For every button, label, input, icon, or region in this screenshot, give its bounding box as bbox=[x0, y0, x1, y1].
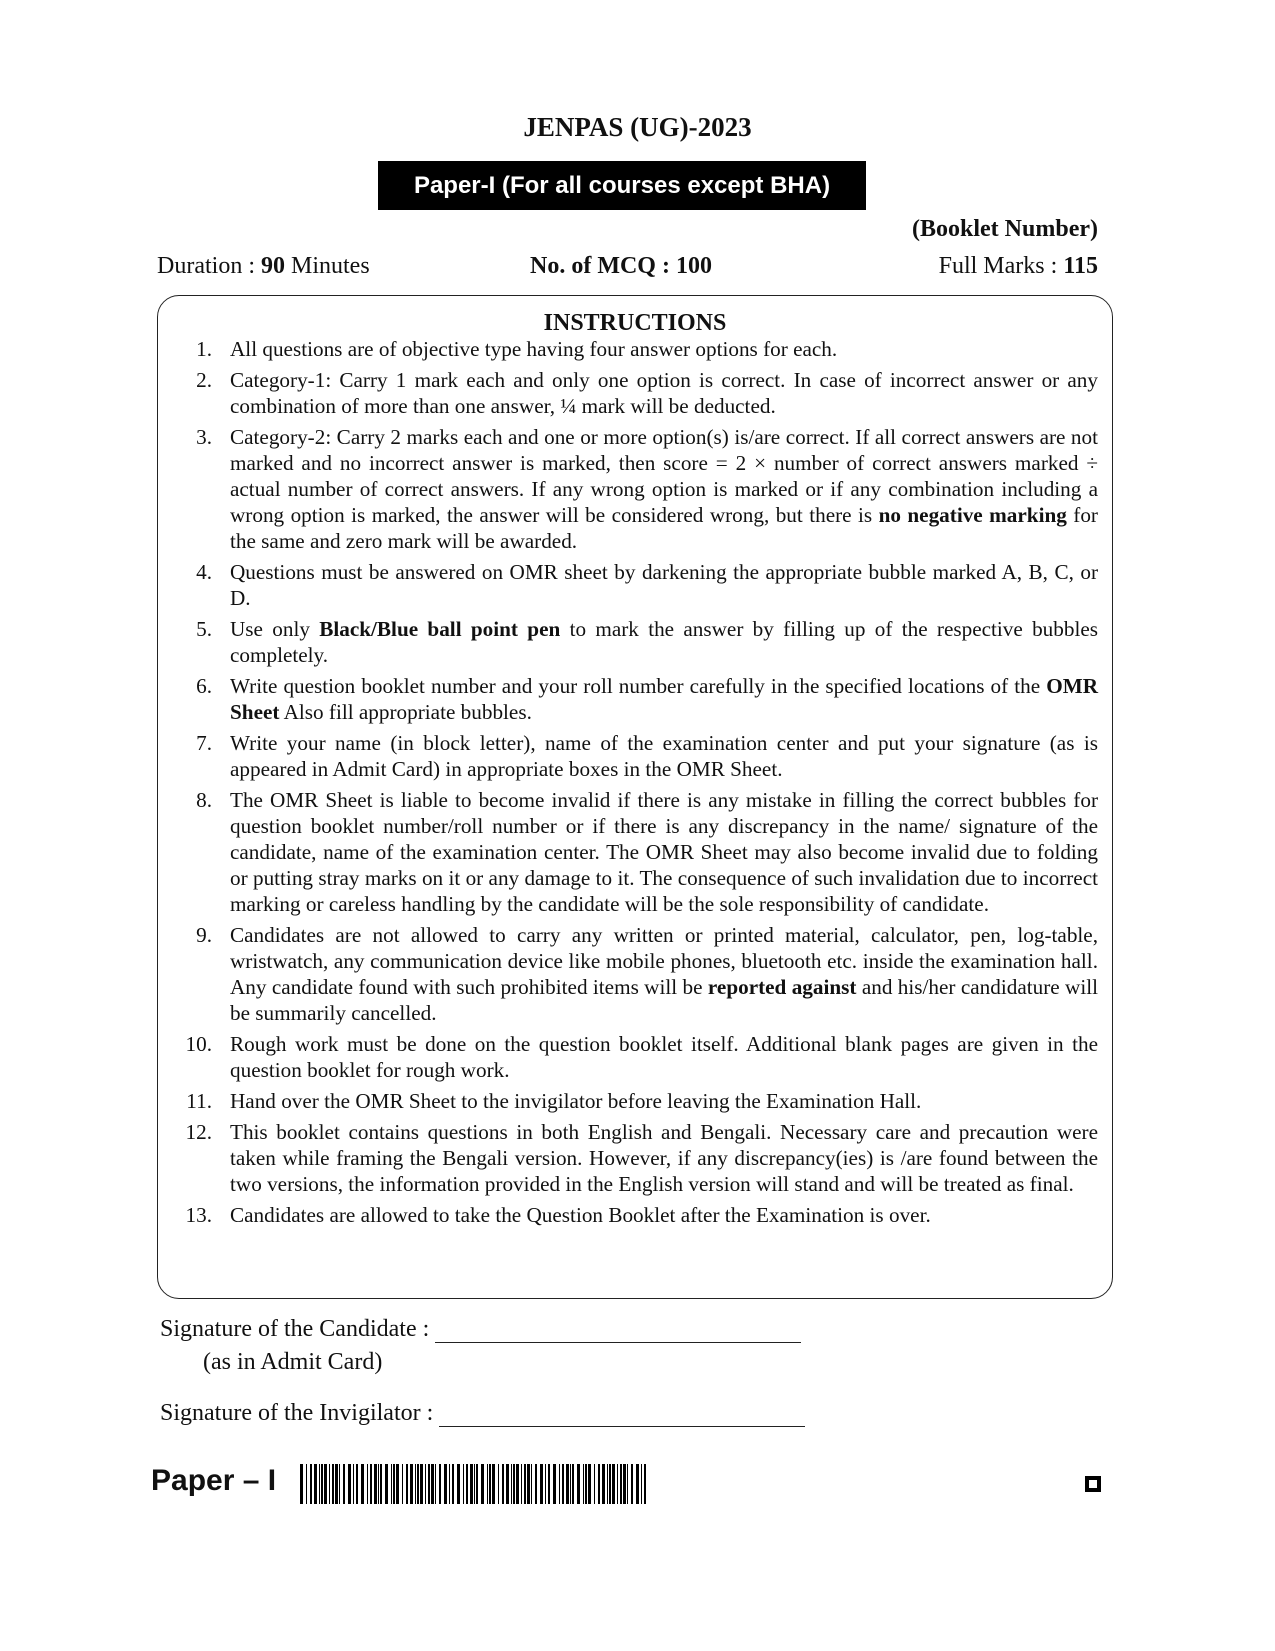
barcode-bar bbox=[566, 1464, 569, 1504]
barcode-bar bbox=[612, 1464, 615, 1504]
barcode-bar bbox=[506, 1464, 509, 1504]
instruction-emphasis: Black/Blue ball point pen bbox=[319, 617, 561, 641]
instruction-text-part: Rough work must be done on the question booklet itself. Additional blank pages are given in the question booklet for rough work. bbox=[230, 1032, 1098, 1082]
candidate-signature-line[interactable] bbox=[435, 1316, 801, 1343]
barcode-bar bbox=[439, 1464, 441, 1504]
instruction-text bbox=[230, 673, 1098, 725]
barcode-bar bbox=[466, 1464, 468, 1504]
instruction-number: 1. bbox=[196, 337, 212, 361]
barcode-bar bbox=[524, 1464, 526, 1504]
barcode-bar bbox=[607, 1464, 608, 1504]
barcode-bar bbox=[516, 1464, 519, 1504]
full-marks bbox=[939, 253, 1098, 280]
instruction-text-part: and his/her candidature will be summarily cancelled. bbox=[230, 975, 1098, 1025]
instruction-text-part: All questions are of objective type having four answer options for each. bbox=[230, 337, 838, 361]
instruction-text-part: Write question booklet number and your roll number carefully in the specified locations of the bbox=[230, 674, 1047, 698]
instruction-item bbox=[168, 922, 1098, 1026]
instruction-text-part: The OMR Sheet is liable to become invalid if there is any mistake in filling the correct bubbles for question booklet number/roll number or if there is any discrepancy in the name/ signature of the candidate, name of the examination center. The OMR Sheet may also become invalid due to folding or putting stray marks on it or any damage to it. The consequence of such invalidation due to incorrect marking or careless handling by the candidate will be the sole responsibility of candidate. bbox=[230, 788, 1098, 916]
instruction-emphasis: OMR Sheet bbox=[230, 674, 1098, 724]
mcq-count: No. of MCQ : 100 bbox=[530, 253, 712, 279]
barcode-bar bbox=[470, 1464, 473, 1504]
instruction-text-part: Also fill appropriate bubbles. bbox=[279, 700, 532, 724]
instruction-number: 11. bbox=[186, 1089, 212, 1113]
full-marks-value: 115 bbox=[1063, 253, 1098, 279]
barcode-bar bbox=[335, 1464, 338, 1504]
barcode-bar bbox=[314, 1464, 317, 1504]
barcode-bar bbox=[353, 1464, 354, 1504]
barcode-bar bbox=[535, 1464, 537, 1504]
barcode-bar bbox=[417, 1464, 419, 1504]
barcode-bar bbox=[449, 1464, 450, 1504]
barcode-bar bbox=[420, 1464, 423, 1504]
barcode-bar bbox=[306, 1464, 307, 1504]
barcode-bar bbox=[489, 1464, 491, 1504]
instructions-heading: INSTRUCTIONS bbox=[543, 310, 727, 336]
barcode-icon bbox=[300, 1464, 650, 1504]
instruction-item bbox=[168, 787, 1098, 917]
instruction-text bbox=[230, 787, 1098, 917]
barcode-bar bbox=[492, 1464, 495, 1504]
barcode-bar bbox=[310, 1464, 312, 1504]
barcode-bar bbox=[300, 1464, 303, 1504]
duration-value: 90 bbox=[260, 253, 285, 279]
barcode-bar bbox=[425, 1464, 426, 1504]
instruction-emphasis: reported against bbox=[707, 975, 857, 999]
barcode-bar bbox=[623, 1464, 626, 1504]
instruction-item bbox=[168, 559, 1098, 611]
instruction-text bbox=[230, 616, 1098, 668]
instruction-text-part: Write your name (in block letter), name of the examination center and put your signature (as is appeared in Admit Card) in appropriate boxes in the OMR Sheet. bbox=[230, 731, 1098, 781]
barcode-bar bbox=[577, 1464, 580, 1504]
barcode-bar bbox=[361, 1464, 364, 1504]
barcode-bar bbox=[559, 1464, 560, 1504]
instruction-number: 7. bbox=[196, 731, 212, 755]
instruction-text-part: for the same and zero mark will be awarded. bbox=[230, 503, 1098, 553]
barcode-bar bbox=[548, 1464, 550, 1504]
barcode-bar bbox=[540, 1464, 543, 1504]
instructions-list bbox=[168, 336, 1098, 1233]
instruction-number: 3. bbox=[196, 425, 212, 449]
barcode-bar bbox=[444, 1464, 447, 1504]
instruction-text-part: Questions must be answered on OMR sheet by darkening the appropriate bubble marked A, B, C, or D. bbox=[230, 560, 1098, 610]
barcode-bar bbox=[572, 1464, 574, 1504]
instructions-box bbox=[157, 295, 1113, 1299]
barcode-bar bbox=[374, 1464, 377, 1504]
barcode-bar bbox=[562, 1464, 564, 1504]
instruction-item bbox=[168, 1088, 1098, 1114]
barcode-bar bbox=[452, 1464, 454, 1504]
invigilator-signature-line[interactable] bbox=[439, 1400, 805, 1427]
barcode-bar bbox=[521, 1464, 522, 1504]
square-icon bbox=[1085, 1476, 1101, 1492]
duration-unit: Minutes bbox=[284, 253, 370, 279]
barcode-bar bbox=[627, 1464, 628, 1504]
instruction-item bbox=[168, 616, 1098, 668]
barcode-bar bbox=[370, 1464, 372, 1504]
barcode-bar bbox=[609, 1464, 611, 1504]
invigilator-signature bbox=[160, 1400, 805, 1427]
candidate-signature-note: (as in Admit Card) bbox=[203, 1349, 383, 1375]
barcode-bar bbox=[463, 1464, 464, 1504]
instruction-text bbox=[230, 1088, 1098, 1114]
instruction-text bbox=[230, 922, 1098, 1026]
barcode-bar bbox=[406, 1464, 408, 1504]
barcode-bar bbox=[588, 1464, 591, 1504]
barcode-bar bbox=[435, 1464, 436, 1504]
barcode-bar bbox=[594, 1464, 595, 1504]
instruction-text bbox=[230, 1031, 1098, 1083]
instruction-number: 4. bbox=[196, 560, 212, 584]
instruction-text bbox=[230, 424, 1098, 554]
barcode-bar bbox=[498, 1464, 499, 1504]
barcode-bar bbox=[553, 1464, 556, 1504]
footer-paper-label: Paper – I bbox=[151, 1464, 277, 1497]
barcode-bar bbox=[585, 1464, 587, 1504]
barcode-bar bbox=[620, 1464, 622, 1504]
barcode-bar bbox=[513, 1464, 515, 1504]
barcode-bar bbox=[457, 1464, 460, 1504]
instruction-number: 2. bbox=[196, 368, 212, 392]
barcode-bar bbox=[502, 1464, 504, 1504]
barcode-bar bbox=[393, 1464, 395, 1504]
barcode-bar bbox=[641, 1464, 642, 1504]
instruction-number: 12. bbox=[185, 1120, 212, 1144]
instruction-number: 13. bbox=[185, 1203, 212, 1227]
instruction-text-part: Candidates are not allowed to carry any written or printed material, calculator, pen, log-table, wristwatch, any communication device like mobile phones, bluetooth etc. inside the examination hall. Any candidate found with such prohibited items will be bbox=[230, 923, 1098, 999]
barcode-bar bbox=[332, 1464, 334, 1504]
barcode-bar bbox=[617, 1464, 618, 1504]
instruction-text-part: Candidates are allowed to take the Question Booklet after the Examination is over. bbox=[230, 1203, 931, 1227]
barcode-bar bbox=[583, 1464, 584, 1504]
barcode-bar bbox=[511, 1464, 512, 1504]
barcode-bar bbox=[329, 1464, 330, 1504]
instruction-item bbox=[168, 1031, 1098, 1083]
instruction-item bbox=[168, 367, 1098, 419]
instruction-number: 5. bbox=[196, 617, 212, 641]
barcode-bar bbox=[545, 1464, 546, 1504]
barcode-bar bbox=[415, 1464, 416, 1504]
instruction-item bbox=[168, 336, 1098, 362]
barcode-bar bbox=[319, 1464, 320, 1504]
invigilator-signature-label: Signature of the Invigilator : bbox=[160, 1400, 434, 1426]
barcode-bar bbox=[598, 1464, 600, 1504]
instruction-text-part: Category-2: Carry 2 marks each and one or more option(s) is/are correct. If all correct answers are not marked and no incorrect answer is marked, then score = 2 × number of correct answers marked ÷ actual number of correct answers. If any wrong option is marked or if any combination including a wrong option is marked, the answer will be considered wrong, but there is bbox=[230, 425, 1098, 527]
barcode-bar bbox=[636, 1464, 639, 1504]
instruction-item bbox=[168, 730, 1098, 782]
barcode-bar bbox=[531, 1464, 532, 1504]
barcode-bar bbox=[481, 1464, 484, 1504]
duration-label: Duration : bbox=[157, 253, 261, 279]
instruction-text-part: to mark the answer by filling up of the respective bubbles completely. bbox=[230, 617, 1098, 667]
instruction-number: 6. bbox=[196, 674, 212, 698]
instruction-text bbox=[230, 730, 1098, 782]
instruction-text-part: Hand over the OMR Sheet to the invigilator before leaving the Examination Hall. bbox=[230, 1089, 922, 1113]
barcode-bar bbox=[391, 1464, 392, 1504]
instruction-item bbox=[168, 1202, 1098, 1228]
booklet-number-label: (Booklet Number) bbox=[912, 216, 1098, 242]
barcode-bar bbox=[428, 1464, 430, 1504]
instruction-text bbox=[230, 1202, 1098, 1228]
instruction-text bbox=[230, 367, 1098, 419]
instruction-number: 8. bbox=[196, 788, 212, 812]
candidate-signature bbox=[160, 1316, 801, 1343]
full-marks-label: Full Marks : bbox=[938, 253, 1064, 279]
barcode-bar bbox=[339, 1464, 340, 1504]
instruction-item bbox=[168, 424, 1098, 554]
barcode-bar bbox=[367, 1464, 368, 1504]
barcode-bar bbox=[476, 1464, 478, 1504]
instruction-text bbox=[230, 336, 1098, 362]
instruction-number: 10. bbox=[185, 1032, 212, 1056]
barcode-bar bbox=[602, 1464, 605, 1504]
instruction-item bbox=[168, 673, 1098, 725]
barcode-bar bbox=[324, 1464, 327, 1504]
barcode-bar bbox=[410, 1464, 413, 1504]
barcode-bar bbox=[396, 1464, 399, 1504]
instruction-text-part: Use only bbox=[230, 617, 320, 641]
candidate-signature-label: Signature of the Candidate : bbox=[160, 1316, 430, 1342]
instruction-text-part: This booklet contains questions in both English and Bengali. Necessary care and precaution were taken while framing the Bengali version. However, if any discrepancy(ies) is /are found between the two versions, the information provided in the English version will stand and will be treated as final. bbox=[230, 1120, 1098, 1196]
instruction-text bbox=[230, 1119, 1098, 1197]
barcode-bar bbox=[380, 1464, 382, 1504]
duration bbox=[157, 253, 370, 280]
barcode-bar bbox=[474, 1464, 475, 1504]
instruction-emphasis: no negative marking bbox=[878, 503, 1067, 527]
paper-banner: Paper-I (For all courses except BHA) bbox=[378, 161, 866, 210]
instruction-text bbox=[230, 559, 1098, 611]
barcode-bar bbox=[402, 1464, 403, 1504]
barcode-bar bbox=[527, 1464, 530, 1504]
barcode-bar bbox=[378, 1464, 379, 1504]
barcode-bar bbox=[348, 1464, 351, 1504]
instruction-text-part: Category-1: Carry 1 mark each and only one option is correct. In case of incorrect answer or any combination of more than one answer, ¼ mark will be deducted. bbox=[230, 368, 1098, 418]
barcode-bar bbox=[321, 1464, 323, 1504]
barcode-bar bbox=[644, 1464, 646, 1504]
instruction-number: 9. bbox=[196, 923, 212, 947]
barcode-bar bbox=[431, 1464, 434, 1504]
barcode-bar bbox=[487, 1464, 488, 1504]
barcode-bar bbox=[570, 1464, 571, 1504]
barcode-bar bbox=[356, 1464, 358, 1504]
instruction-item bbox=[168, 1119, 1098, 1197]
exam-title: JENPAS (UG)-2023 bbox=[523, 112, 752, 142]
barcode-bar bbox=[385, 1464, 388, 1504]
barcode-bar bbox=[343, 1464, 345, 1504]
barcode-bar bbox=[631, 1464, 633, 1504]
